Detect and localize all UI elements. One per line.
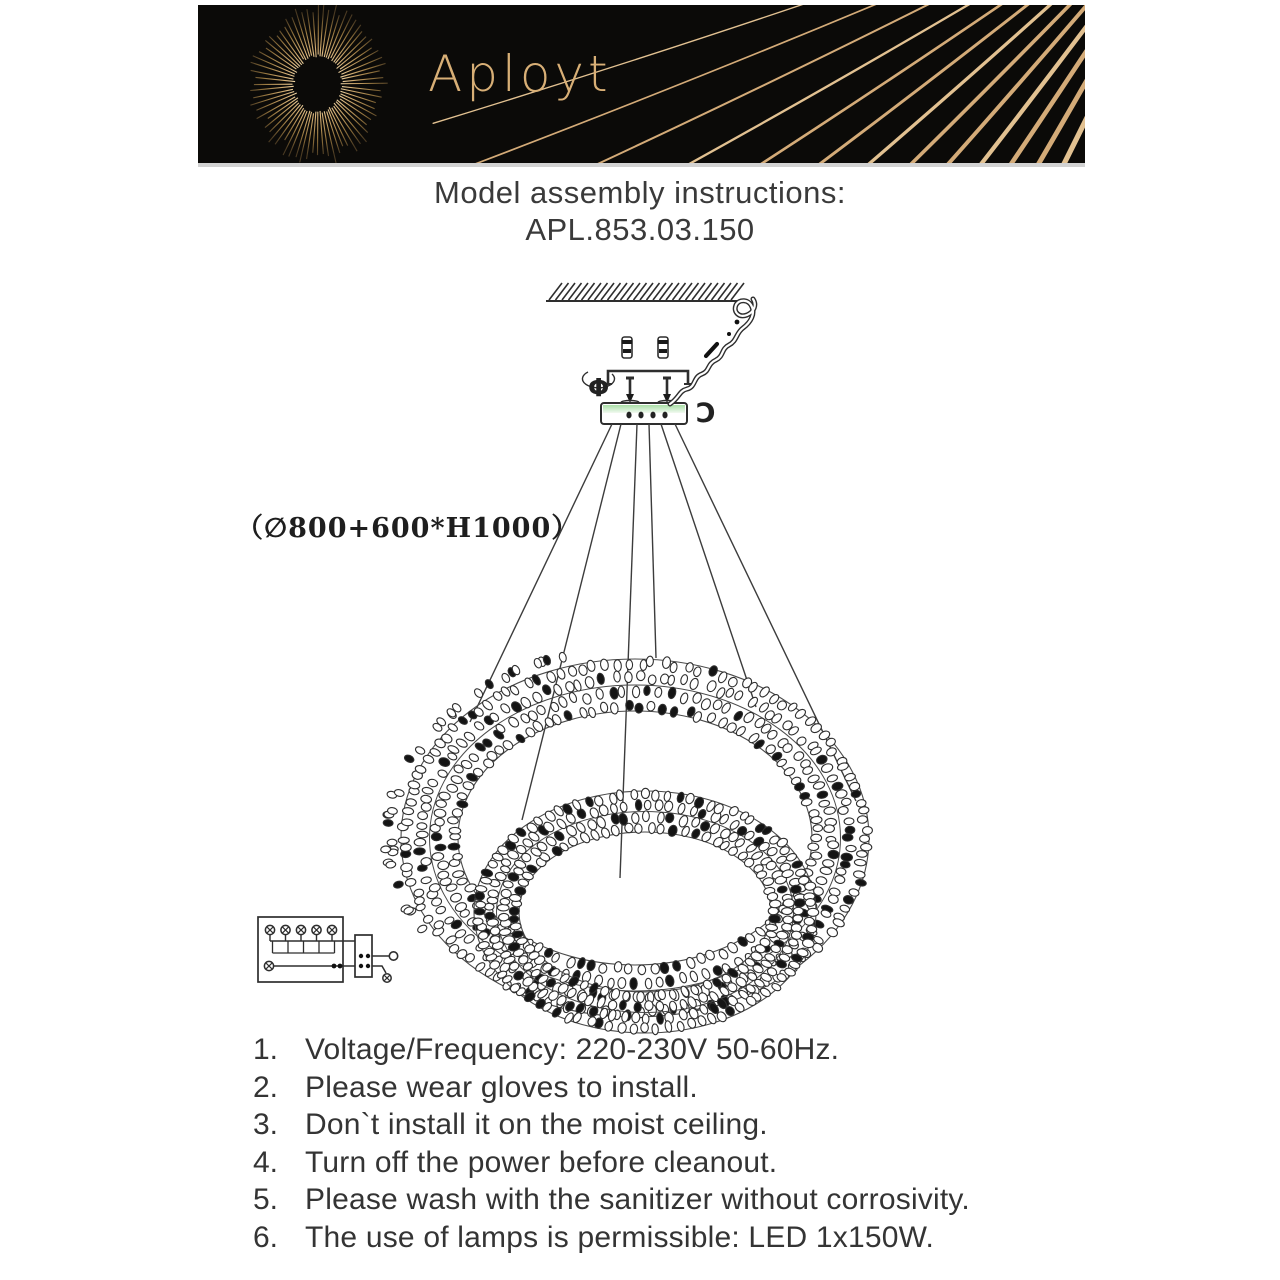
item-number: 1. <box>253 1033 279 1066</box>
item-text: Turn off the power before cleanout. <box>305 1145 778 1179</box>
item-number: 3. <box>253 1108 279 1142</box>
item-text: The use of lamps is permissible: LED 1x150W. <box>305 1220 935 1254</box>
instruction-item <box>253 1106 1253 1144</box>
instruction-item <box>253 1069 1253 1107</box>
rotate-screw-icon: Φ <box>588 373 610 402</box>
item-text: Don`t install it on the moist ceiling. <box>305 1108 768 1142</box>
dimension-label: （∅800+600*H1000） <box>236 513 580 544</box>
ceiling-hatch <box>546 283 744 301</box>
item-number: 2. <box>253 1070 279 1104</box>
item-text: Voltage/Frequency: 220-230V 50-60Hz. <box>305 1033 840 1066</box>
mounting-bracket <box>604 371 692 384</box>
canopy-plate <box>601 403 687 424</box>
item-number: 5. <box>253 1183 279 1217</box>
model-number: APL.853.03.150 <box>525 212 755 247</box>
instruction-list <box>253 1031 1253 1257</box>
instruction-item <box>253 1219 1253 1257</box>
item-text: Please wear gloves to install. <box>305 1070 698 1104</box>
instruction-item <box>253 1181 1253 1219</box>
item-number: 4. <box>253 1145 279 1179</box>
brand-wordmark: Aployt <box>428 45 612 103</box>
instruction-item <box>253 1031 1253 1069</box>
wall-anchor-icons <box>622 337 668 358</box>
item-number: 6. <box>253 1220 279 1254</box>
wiring-diagram <box>258 917 398 982</box>
page-title: Model assembly instructions: <box>434 175 846 210</box>
suspension-cables <box>470 424 856 878</box>
item-text: Please wash with the sanitizer without corrosivity. <box>305 1183 970 1217</box>
screw-icons <box>621 378 676 405</box>
rotate-canopy-icon: Ɔ <box>696 398 716 429</box>
instruction-item <box>253 1144 1253 1182</box>
power-wire <box>670 299 755 404</box>
